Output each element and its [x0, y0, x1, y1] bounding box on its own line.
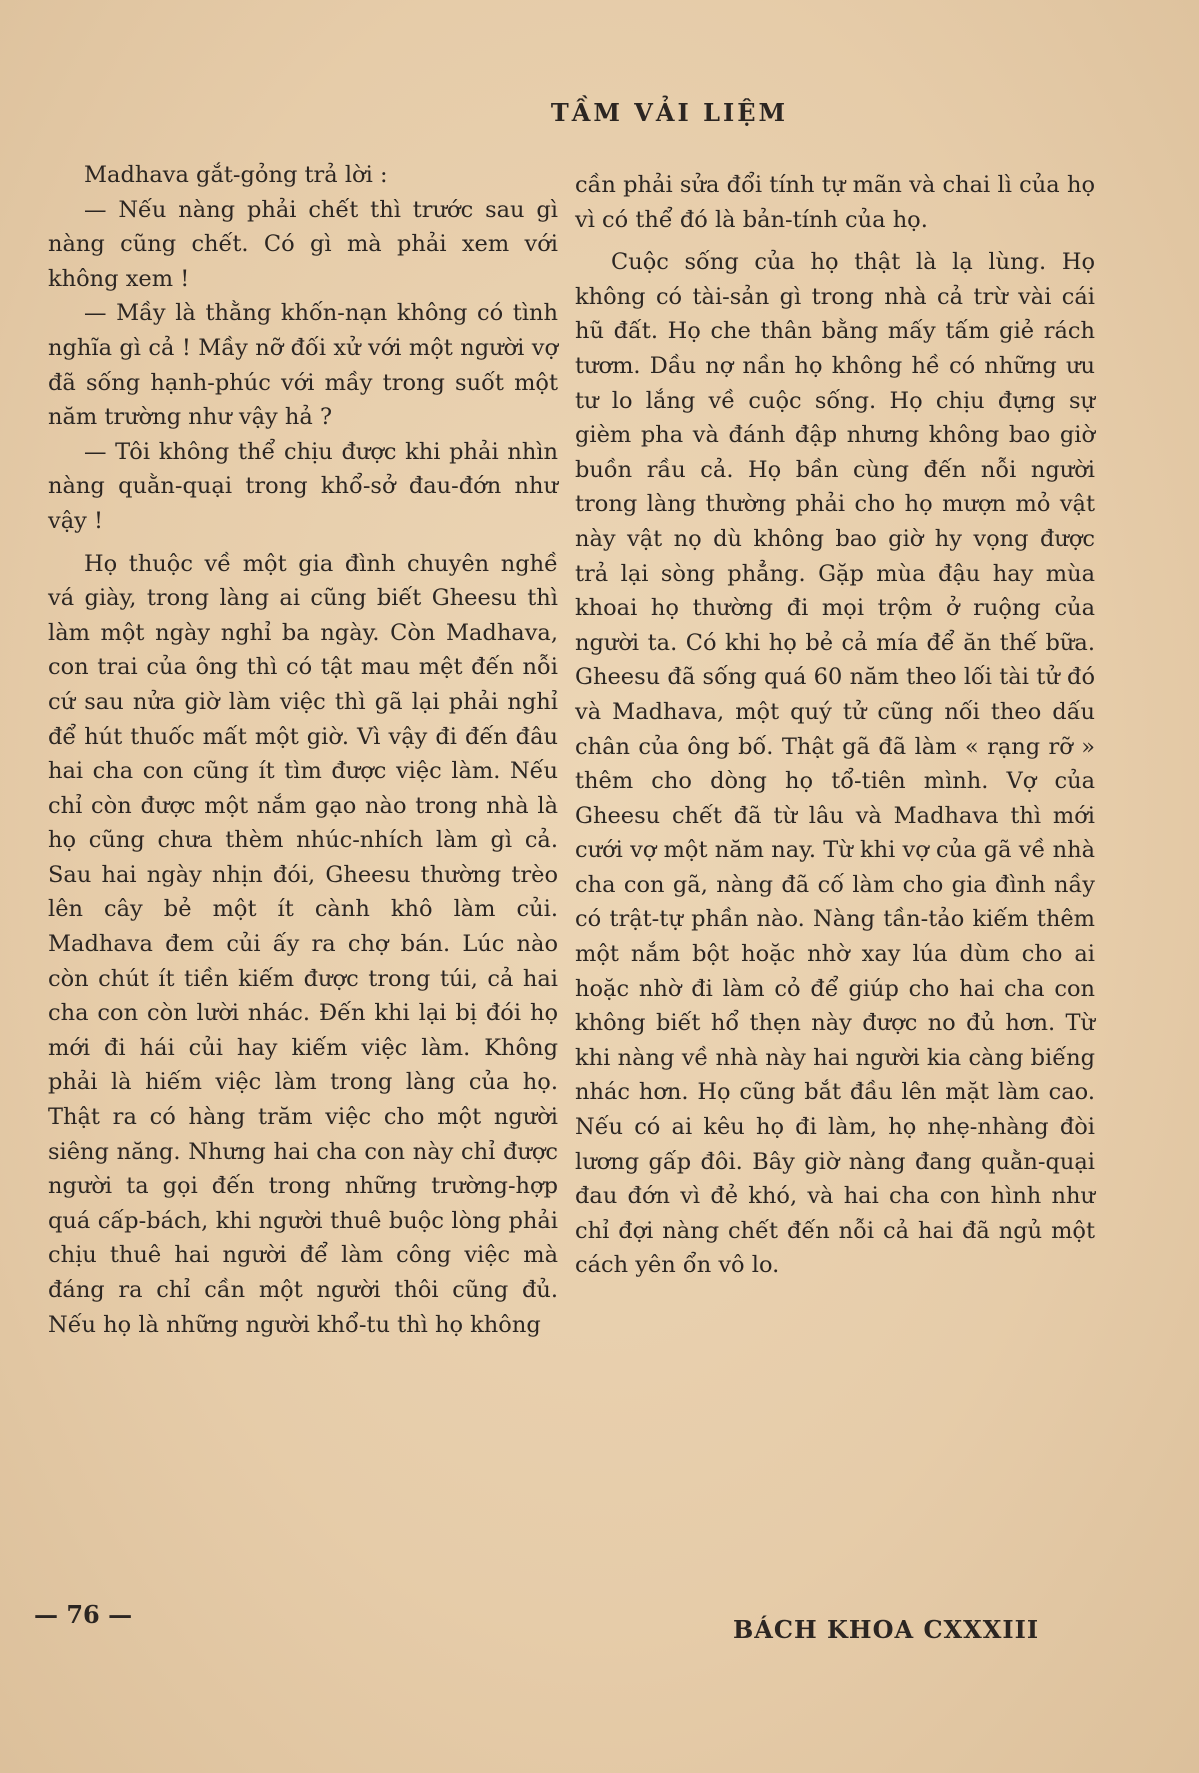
- paragraph: cần phải sửa đổi tính tự mãn và chai lì của họ vì có thể đó là bản-tính của họ.: [575, 172, 1095, 233]
- paragraph: — Mầy là thằng khốn-nạn không có tình nghĩa gì cả ! Mầy nỡ đối xử với một người vợ đã sống hạnh-phúc với mầy trong suốt một năm trường như vậy hả ?: [48, 300, 558, 431]
- paragraph: Madhava gắt-gỏng trả lời :: [84, 162, 388, 188]
- paragraph: Họ thuộc về một gia đình chuyên nghề vá giày, trong làng ai cũng biết Gheesu thì làm một ngày nghỉ ba ngày. Còn Madhava, con trai của ông thì có tật mau mệt đến nỗi cứ sau nửa giờ làm việc thì gã lại phải nghỉ để hút thuốc mất một giờ. Vì vậy đi đến đâu hai cha con cũng ít tìm được việc làm. Nếu chỉ còn được một nắm gạo nào trong nhà là họ cũng chưa thèm nhúc-nhích làm gì cả. Sau hai ngày nhịn đói, Gheesu thường trèo lên cây bẻ một ít cành khô làm củi. Madhava đem củi ấy ra chợ bán. Lúc nào còn chút ít tiền kiếm được trong túi, cả hai cha con còn lười nhác. Đến khi lại bị đói họ mới đi hái củi hay kiếm việc làm. Không phải là hiếm việc làm trong làng của họ. Thật ra có hàng trăm việc cho một người siêng năng. Nhưng hai cha con này chỉ được người ta gọi đến trong những trường-hợp quá cấp-bách, khi người thuê buộc lòng phải chịu thuê hai người để làm công việc mà đáng ra chỉ cần một người thôi cũng đủ. Nếu họ là những người khổ-tu thì họ không: [48, 550, 558, 1338]
- left-column: [48, 158, 558, 1342]
- paragraph: — Nếu nàng phải chết thì trước sau gì nàng cũng chết. Có gì mà phải xem với không xem !: [48, 196, 558, 292]
- paragraph: Cuộc sống của họ thật là lạ lùng. Họ không có tài-sản gì trong nhà cả trừ vài cái hũ đất. Họ che thân bằng mấy tấm giẻ rách tươm. Dầu nợ nần họ không hề có những ưu tư lo lắng về cuộc sống. Họ chịu đựng sự gièm pha và đánh đập nhưng không bao giờ buồn rầu cả. Họ bần cùng đến nỗi người trong làng thường phải cho họ mượn mỏ vật này vật nọ dù không bao giờ hy vọng được trả lại sòng phẳng. Gặp mùa đậu hay mùa khoai họ thường đi mọi trộm ở ruộng của người ta. Có khi họ bẻ cả mía để ăn thế bữa. Gheesu đã sống quá 60 năm theo lối tài tử đó và Madhava, một quý tử cũng nối theo dấu chân của ông bố. Thật gã đã làm « rạng rỡ » thêm cho dòng họ tổ-tiên mình. Vợ của Gheesu chết đã từ lâu và Madhava thì mới cưới vợ một năm nay. Từ khi vợ của gã về nhà cha con gã, nàng đã cố làm cho gia đình nầy có trật-tự phần nào. Nàng tần-tảo kiếm thêm một nắm bột hoặc nhờ xay lúa dùm cho ai hoặc nhờ đi làm cỏ để giúp cho hai cha con không biết hổ thẹn này được no đủ hơn. Từ khi nàng về nhà này hai người kia càng biếng nhác hơn. Họ cũng bắt đầu lên mặt làm cao. Nếu có ai kêu họ đi làm, họ nhẹ-nhàng đòi lương gấp đôi. Bây giờ nàng đang quằn-quại đau đớn vì đẻ khó, và hai cha con hình như chỉ đợi nàng chết đến nỗi cả hai đã ngủ một cách yên ổn vô lo.: [575, 249, 1095, 1279]
- page-number: — 76 —: [34, 1600, 133, 1629]
- right-column: [575, 168, 1095, 1283]
- running-title: TẦM VẢI LIỆM: [550, 98, 789, 127]
- publication-name: BÁCH KHOA CXXXIII: [733, 1615, 1040, 1644]
- paragraph: — Tôi không thể chịu được khi phải nhìn nàng quằn-quại trong khổ-sở đau-đớn như vậy !: [48, 438, 558, 534]
